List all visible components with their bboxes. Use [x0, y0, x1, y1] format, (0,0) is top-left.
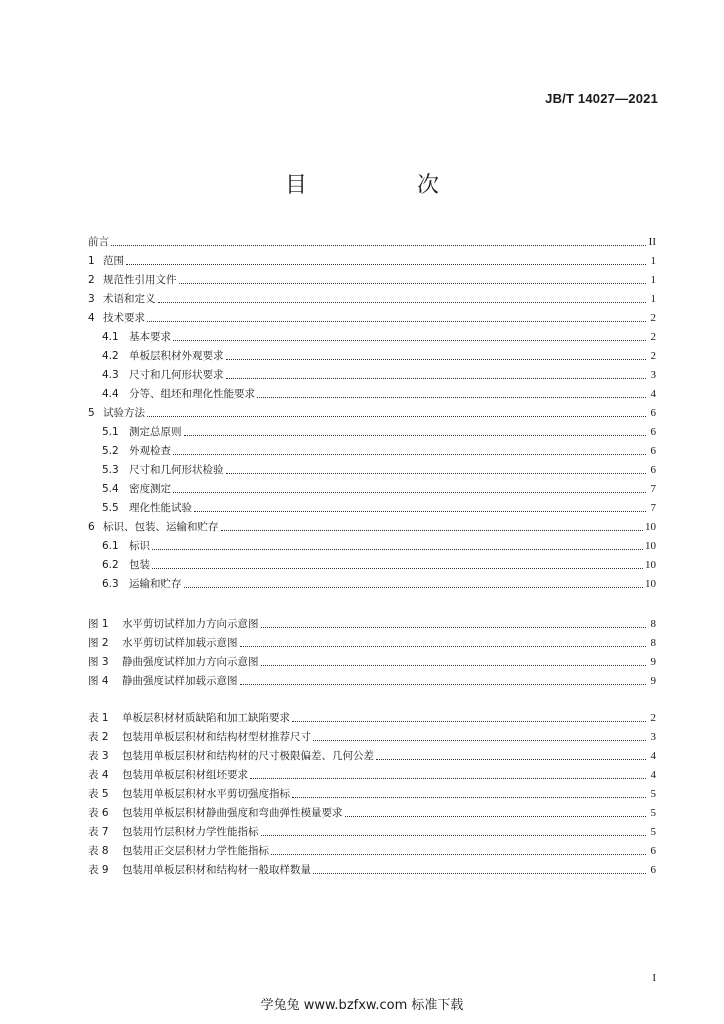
entry-page: 10 [645, 521, 656, 533]
leader-dots [221, 529, 644, 531]
leader-dots [158, 301, 647, 303]
entry-number: 图 3 [88, 656, 109, 668]
leader-dots [345, 815, 647, 817]
entry-page: 4 [650, 388, 656, 400]
entry-label: 单板层积材外观要求 [129, 350, 224, 362]
entry-number: 3 [88, 293, 95, 305]
entry-page: 5 [650, 826, 656, 838]
figure-entry[interactable] [88, 669, 656, 688]
leader-dots [173, 491, 646, 493]
entry-number: 5.4 [102, 483, 119, 495]
entry-label: 理化性能试验 [129, 502, 192, 514]
entry-page: 6 [650, 426, 656, 438]
entry-number: 表 9 [88, 864, 109, 876]
table-entry[interactable] [88, 725, 656, 744]
toc-entry[interactable] [88, 515, 656, 534]
entry-label: 标识 [129, 540, 150, 552]
entry-page: 6 [650, 445, 656, 457]
leader-dots [152, 567, 643, 569]
toc-entry[interactable] [88, 325, 656, 344]
entry-page: 3 [650, 731, 656, 743]
standard-code: JB/T 14027—2021 [545, 91, 658, 106]
entry-number: 6.2 [102, 559, 119, 571]
toc-entry[interactable] [88, 458, 656, 477]
entry-page: 8 [650, 618, 656, 630]
leader-dots [226, 377, 647, 379]
entry-label: 技术要求 [103, 312, 145, 324]
leader-dots [184, 586, 644, 588]
toc-entry[interactable] [88, 401, 656, 420]
toc-main [88, 230, 656, 591]
page-title: 目 次 [284, 173, 483, 198]
entry-number: 图 4 [88, 675, 109, 687]
entry-label: 基本要求 [129, 331, 171, 343]
toc-entry[interactable] [88, 249, 656, 268]
table-entry[interactable] [88, 744, 656, 763]
leader-dots [194, 510, 646, 512]
entry-page: 6 [650, 464, 656, 476]
leader-dots [271, 853, 646, 855]
toc-entry[interactable] [88, 382, 656, 401]
leader-dots [313, 872, 646, 874]
entry-label: 分等、组坯和理化性能要求 [129, 388, 255, 400]
toc-entry[interactable] [88, 268, 656, 287]
entry-label: 水平剪切试样加力方向示意图 [122, 618, 259, 630]
table-entry[interactable] [88, 801, 656, 820]
toc-figures [88, 612, 656, 688]
table-entry[interactable] [88, 839, 656, 858]
entry-page: 2 [650, 712, 656, 724]
entry-page: 1 [650, 293, 656, 305]
entry-page: 6 [650, 864, 656, 876]
entry-label: 静曲强度试样加载示意图 [122, 675, 238, 687]
entry-page: 7 [650, 483, 656, 495]
entry-number: 表 6 [88, 807, 109, 819]
leader-dots [226, 472, 647, 474]
entry-label: 包装用单板层积材和结构材型材推荐尺寸 [122, 731, 311, 743]
entry-number: 6 [88, 521, 95, 533]
toc-entry[interactable] [88, 287, 656, 306]
leader-dots [147, 320, 646, 322]
leader-dots [111, 244, 646, 246]
entry-label: 术语和定义 [103, 293, 156, 305]
leader-dots [261, 626, 647, 628]
entry-number: 5.5 [102, 502, 119, 514]
toc-entry[interactable] [88, 553, 656, 572]
entry-number: 5.3 [102, 464, 119, 476]
entry-label: 水平剪切试样加载示意图 [122, 637, 238, 649]
toc-tables [88, 706, 656, 877]
entry-page: 1 [650, 255, 656, 267]
entry-label: 试验方法 [103, 407, 145, 419]
entry-page: 10 [645, 559, 656, 571]
entry-page: 2 [650, 312, 656, 324]
entry-page: 2 [650, 350, 656, 362]
figure-entry[interactable] [88, 612, 656, 631]
leader-dots [184, 434, 647, 436]
entry-number: 6.3 [102, 578, 119, 590]
entry-number: 表 5 [88, 788, 109, 800]
entry-label: 包装用正交层积材力学性能指标 [122, 845, 269, 857]
entry-page: 1 [650, 274, 656, 286]
entry-label: 前言 [88, 236, 109, 248]
leader-dots [173, 453, 646, 455]
entry-number: 4.2 [102, 350, 119, 362]
leader-dots [261, 664, 647, 666]
entry-number: 4.3 [102, 369, 119, 381]
entry-number: 5 [88, 407, 95, 419]
entry-page: 8 [650, 637, 656, 649]
entry-page: 4 [650, 750, 656, 762]
entry-label: 单板层积材材质缺陷和加工缺陷要求 [122, 712, 290, 724]
entry-number: 4.4 [102, 388, 119, 400]
entry-page: 10 [645, 540, 656, 552]
entry-page: 9 [650, 656, 656, 668]
entry-number: 表 8 [88, 845, 109, 857]
table-entry[interactable] [88, 706, 656, 725]
entry-number: 表 2 [88, 731, 109, 743]
entry-label: 包装用单板层积材组坯要求 [122, 769, 248, 781]
toc-entry[interactable] [88, 439, 656, 458]
leader-dots [257, 396, 646, 398]
entry-label: 密度测定 [129, 483, 171, 495]
page-number: I [652, 972, 656, 984]
entry-page: 5 [650, 807, 656, 819]
entry-label: 标识、包装、运输和贮存 [103, 521, 219, 533]
toc-entry[interactable] [88, 572, 656, 591]
leader-dots [226, 358, 647, 360]
entry-number: 6.1 [102, 540, 119, 552]
entry-label: 外观检查 [129, 445, 171, 457]
leader-dots [292, 796, 646, 798]
toc-entry[interactable] [88, 344, 656, 363]
toc-entry[interactable] [88, 306, 656, 325]
leader-dots [376, 758, 646, 760]
table-entry[interactable] [88, 858, 656, 877]
entry-page: 2 [650, 331, 656, 343]
entry-label: 尺寸和几何形状检验 [129, 464, 224, 476]
leader-dots [261, 834, 647, 836]
entry-number: 4 [88, 312, 95, 324]
entry-label: 包装用竹层积材力学性能指标 [122, 826, 259, 838]
entry-label: 规范性引用文件 [103, 274, 177, 286]
entry-label: 测定总原则 [129, 426, 182, 438]
entry-number: 5.2 [102, 445, 119, 457]
entry-page: 9 [650, 675, 656, 687]
entry-label: 包装用单板层积材和结构材的尺寸极限偏差、几何公差 [122, 750, 374, 762]
leader-dots [152, 548, 643, 550]
leader-dots [240, 645, 647, 647]
entry-page: 6 [650, 407, 656, 419]
toc-entry[interactable] [88, 230, 656, 249]
entry-page: 10 [645, 578, 656, 590]
watermark-footer: 学兔兔 www.bzfxw.com 标准下载 [260, 998, 464, 1013]
toc-entry[interactable] [88, 496, 656, 515]
entry-page: 4 [650, 769, 656, 781]
table-entry[interactable] [88, 820, 656, 839]
entry-number: 表 1 [88, 712, 109, 724]
leader-dots [250, 777, 646, 779]
entry-number: 图 2 [88, 637, 109, 649]
toc-entry[interactable] [88, 363, 656, 382]
entry-number: 图 1 [88, 618, 109, 630]
entry-page: 6 [650, 845, 656, 857]
entry-label: 静曲强度试样加力方向示意图 [122, 656, 259, 668]
toc-entry[interactable] [88, 420, 656, 439]
figure-entry[interactable] [88, 631, 656, 650]
entry-page: II [648, 236, 656, 248]
entry-number: 2 [88, 274, 95, 286]
table-entry[interactable] [88, 763, 656, 782]
leader-dots [313, 739, 646, 741]
entry-label: 包装用单板层积材水平剪切强度指标 [122, 788, 290, 800]
toc-entry[interactable] [88, 534, 656, 553]
table-entry[interactable] [88, 782, 656, 801]
entry-label: 包装用单板层积材静曲强度和弯曲弹性模量要求 [122, 807, 343, 819]
entry-number: 表 3 [88, 750, 109, 762]
entry-number: 表 7 [88, 826, 109, 838]
entry-number: 5.1 [102, 426, 119, 438]
entry-page: 3 [650, 369, 656, 381]
leader-dots [240, 683, 647, 685]
entry-label: 运输和贮存 [129, 578, 182, 590]
leader-dots [173, 339, 646, 341]
figure-entry[interactable] [88, 650, 656, 669]
entry-label: 包装 [129, 559, 150, 571]
entry-page: 7 [650, 502, 656, 514]
toc-entry[interactable] [88, 477, 656, 496]
leader-dots [147, 415, 646, 417]
entry-number: 表 4 [88, 769, 109, 781]
leader-dots [126, 263, 646, 265]
entry-number: 1 [88, 255, 95, 267]
leader-dots [179, 282, 647, 284]
entry-page: 5 [650, 788, 656, 800]
entry-label: 范围 [103, 255, 124, 267]
entry-number: 4.1 [102, 331, 119, 343]
entry-label: 包装用单板层积材和结构材一般取样数量 [122, 864, 311, 876]
entry-label: 尺寸和几何形状要求 [129, 369, 224, 381]
leader-dots [292, 720, 646, 722]
